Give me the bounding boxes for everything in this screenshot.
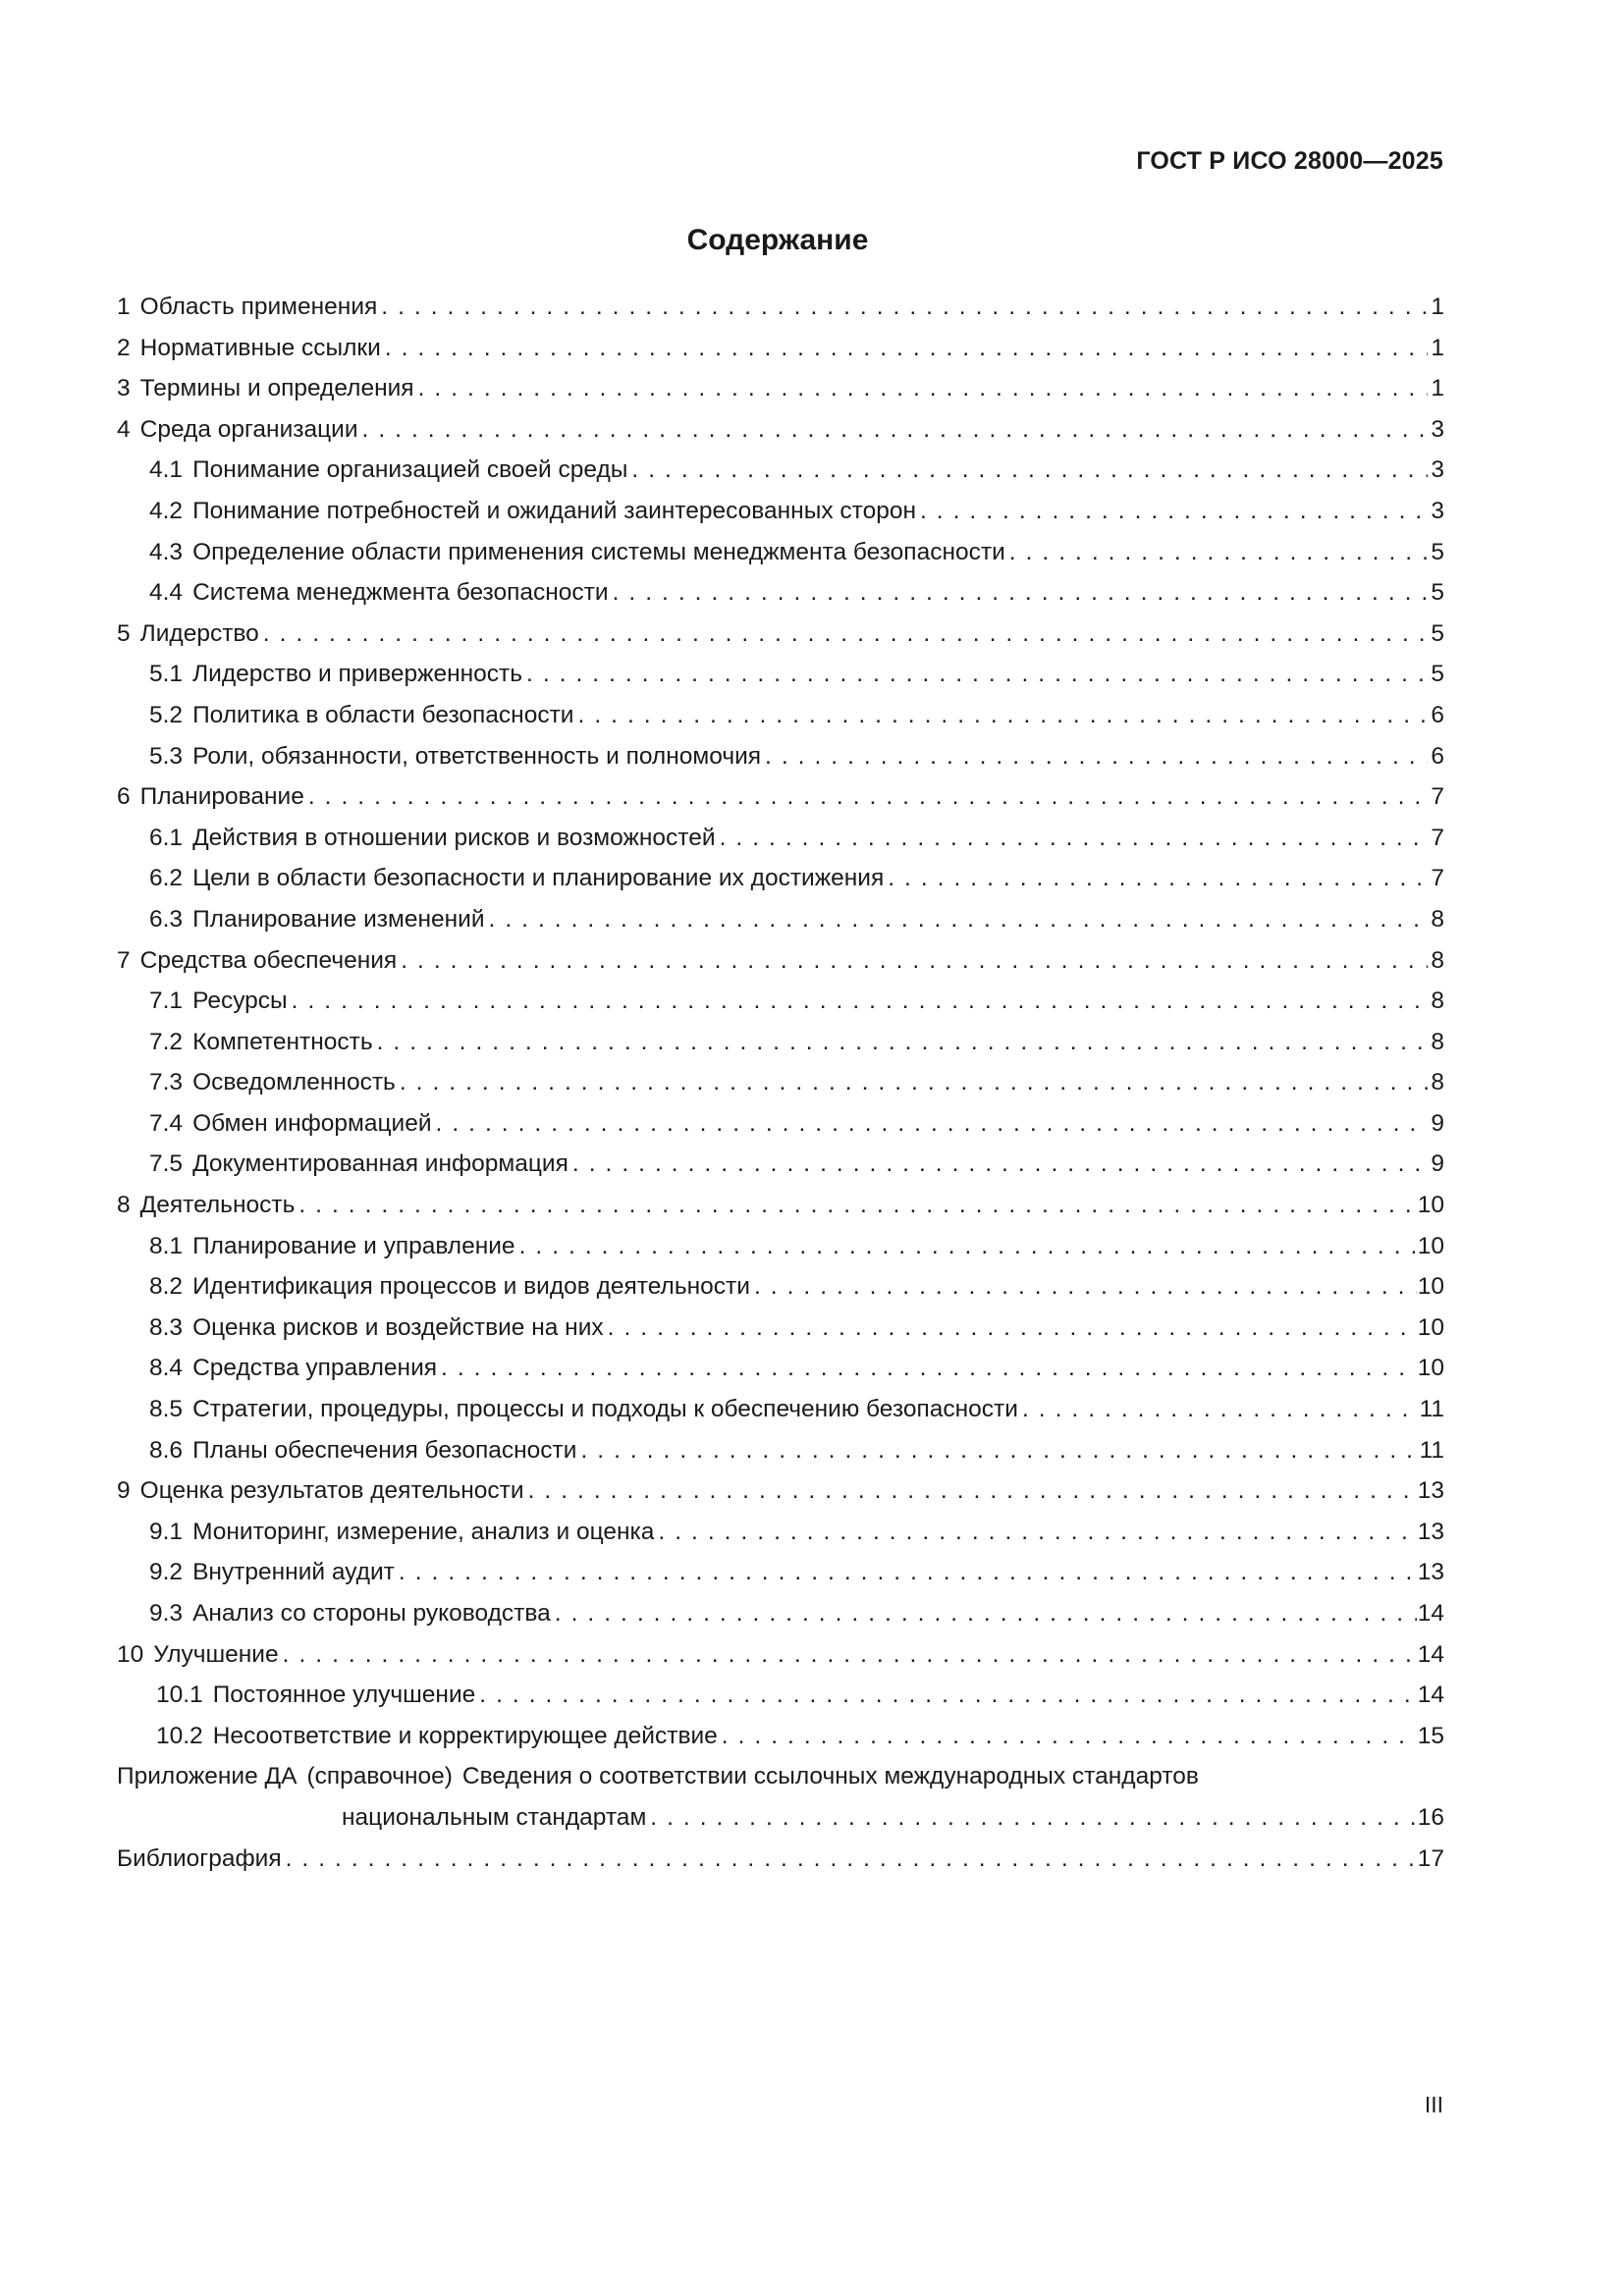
toc-section-number: 7.2 bbox=[149, 1028, 184, 1055]
dot-leader bbox=[401, 940, 1428, 982]
toc-entry-text: Стратегии, процедуры, процессы и подходы к обеспечению безопасности bbox=[192, 1396, 1018, 1423]
toc-section-number: 7.3 bbox=[149, 1069, 184, 1096]
toc-page-number: 13 bbox=[1417, 1559, 1444, 1586]
toc-entry-text: Политика в области безопасности bbox=[192, 701, 574, 728]
dot-leader bbox=[888, 858, 1428, 899]
dot-leader bbox=[519, 1226, 1417, 1267]
toc-section-number: 6.3 bbox=[149, 905, 184, 933]
toc-entry-1[interactable] bbox=[117, 287, 1444, 328]
toc-entry-6-1[interactable] bbox=[117, 818, 1444, 859]
toc-page-number: 7 bbox=[1431, 865, 1444, 892]
toc-entry-10-2[interactable] bbox=[117, 1716, 1444, 1757]
appendix-title-line2: национальным стандартам bbox=[342, 1803, 647, 1831]
toc-entry-4-2[interactable] bbox=[117, 491, 1444, 532]
dot-leader bbox=[308, 776, 1428, 818]
dot-leader bbox=[1009, 532, 1428, 573]
dot-leader bbox=[418, 368, 1428, 409]
toc-page-number: 5 bbox=[1431, 538, 1444, 565]
toc-page-number: 9 bbox=[1431, 1109, 1444, 1137]
toc-entry-7-4[interactable] bbox=[117, 1103, 1444, 1145]
toc-page-number: 5 bbox=[1431, 619, 1444, 647]
toc-page-number: 15 bbox=[1417, 1722, 1444, 1749]
toc-entry-9-2[interactable] bbox=[117, 1552, 1444, 1593]
toc-entry-text: Документированная информация bbox=[192, 1150, 568, 1178]
table-of-contents bbox=[117, 287, 1444, 1879]
toc-entry-8-1[interactable] bbox=[117, 1226, 1444, 1267]
toc-entry-text: Библиография bbox=[117, 1844, 282, 1872]
toc-page-number: 1 bbox=[1431, 375, 1444, 402]
toc-section-number: 8.3 bbox=[149, 1313, 184, 1341]
toc-entry-text: Область применения bbox=[139, 294, 378, 320]
dot-leader bbox=[263, 614, 1428, 655]
dot-leader bbox=[400, 1062, 1428, 1103]
dot-leader bbox=[722, 1716, 1417, 1757]
dot-leader bbox=[298, 1185, 1416, 1226]
toc-section-number: 4.3 bbox=[149, 538, 184, 565]
toc-entry-text: Понимание потребностей и ожиданий заинтересованных сторон bbox=[192, 497, 916, 524]
toc-entry-7-5[interactable] bbox=[117, 1144, 1444, 1185]
toc-page-number: 8 bbox=[1431, 988, 1444, 1015]
toc-page-number: 6 bbox=[1431, 742, 1444, 770]
toc-page-number: 8 bbox=[1431, 1028, 1444, 1055]
toc-page-number: 8 bbox=[1431, 946, 1444, 974]
toc-page-number: 5 bbox=[1431, 661, 1444, 688]
toc-entry-text: Улучшение bbox=[153, 1640, 279, 1668]
toc-entry-text: Роли, обязанности, ответственность и полномочия bbox=[192, 742, 762, 770]
toc-entry-3[interactable] bbox=[117, 368, 1444, 409]
toc-section-number: 9 bbox=[117, 1477, 131, 1505]
toc-section-number: 6 bbox=[117, 783, 131, 811]
toc-entry-8-3[interactable] bbox=[117, 1308, 1444, 1349]
toc-section-number: 9.2 bbox=[149, 1559, 184, 1586]
toc-entry-10[interactable] bbox=[117, 1634, 1444, 1676]
toc-page-number: 14 bbox=[1417, 1640, 1444, 1668]
toc-entry-8-6[interactable] bbox=[117, 1430, 1444, 1471]
dot-leader bbox=[631, 450, 1428, 491]
toc-entry-text: Компетентность bbox=[192, 1028, 373, 1055]
toc-section-number: 10.2 bbox=[156, 1722, 203, 1749]
toc-entry-text: Действия в отношении рисков и возможностей bbox=[192, 824, 716, 851]
toc-entry-text: Оценка рисков и воздействие на них bbox=[192, 1313, 604, 1341]
toc-entry-text: Анализ со стороны руководства bbox=[192, 1600, 551, 1627]
toc-entry-4-4[interactable] bbox=[117, 572, 1444, 614]
toc-entry-text: Планирование изменений bbox=[192, 905, 485, 933]
toc-entry-text: Лидерство и приверженность bbox=[192, 661, 523, 688]
toc-page-number: 1 bbox=[1431, 334, 1444, 361]
toc-entry-text: Идентификация процессов и видов деятельности bbox=[192, 1273, 750, 1301]
toc-section-number: 10.1 bbox=[156, 1682, 203, 1709]
toc-entry-text: Цели в области безопасности и планирование их достижения bbox=[192, 865, 885, 892]
toc-entry-5-3[interactable] bbox=[117, 736, 1444, 777]
toc-page-number: 14 bbox=[1417, 1682, 1444, 1709]
toc-section-number: 8.4 bbox=[149, 1355, 184, 1382]
toc-entry-text: Мониторинг, измерение, анализ и оценка bbox=[192, 1518, 655, 1545]
toc-page-number: 1 bbox=[1431, 294, 1444, 320]
toc-title: Содержание bbox=[686, 224, 869, 256]
toc-page-number: 9 bbox=[1431, 1150, 1444, 1178]
toc-entry-text: Планирование и управление bbox=[192, 1232, 515, 1259]
toc-section-number: 9.1 bbox=[149, 1518, 184, 1545]
toc-page-number: 13 bbox=[1417, 1518, 1444, 1545]
toc-section-number: 5 bbox=[117, 619, 131, 647]
toc-section-number: 6.2 bbox=[149, 865, 184, 892]
toc-entry-8-5[interactable] bbox=[117, 1389, 1444, 1430]
toc-page-number: 6 bbox=[1431, 701, 1444, 728]
toc-page-number: 10 bbox=[1417, 1232, 1444, 1259]
toc-section-number: 7 bbox=[117, 946, 131, 974]
toc-section-number: 5.2 bbox=[149, 701, 184, 728]
toc-page-number: 10 bbox=[1417, 1355, 1444, 1382]
toc-entry-text: Несоответствие и корректирующее действие bbox=[212, 1722, 718, 1749]
toc-entry-5-2[interactable] bbox=[117, 695, 1444, 736]
toc-page-number: 8 bbox=[1431, 905, 1444, 933]
toc-entry-8-2[interactable] bbox=[117, 1266, 1444, 1308]
toc-section-number: 4.4 bbox=[149, 579, 184, 607]
dot-leader bbox=[613, 572, 1428, 614]
dot-leader bbox=[399, 1552, 1417, 1593]
toc-section-number: 4.2 bbox=[149, 497, 184, 524]
toc-entry-text: Система менеджмента безопасности bbox=[192, 579, 609, 607]
toc-section-number: 8.1 bbox=[149, 1232, 184, 1259]
toc-entry-text: Оценка результатов деятельности bbox=[139, 1477, 524, 1505]
toc-entry-5-1[interactable] bbox=[117, 654, 1444, 695]
toc-entry-text: Термины и определения bbox=[139, 375, 414, 402]
toc-entry-6-2[interactable] bbox=[117, 858, 1444, 899]
dot-leader bbox=[283, 1634, 1417, 1676]
toc-entry-9-1[interactable] bbox=[117, 1512, 1444, 1553]
toc-section-number: 7.4 bbox=[149, 1109, 184, 1137]
toc-section-number: 8.5 bbox=[149, 1396, 184, 1423]
dot-leader bbox=[362, 409, 1428, 451]
dot-leader bbox=[555, 1593, 1417, 1634]
toc-page-number: 13 bbox=[1417, 1477, 1444, 1505]
toc-entry-4-3[interactable] bbox=[117, 532, 1444, 573]
dot-leader bbox=[526, 654, 1428, 695]
toc-entry-text: Средства обеспечения bbox=[139, 946, 398, 974]
toc-page-number: 17 bbox=[1417, 1844, 1444, 1872]
toc-page-number: 8 bbox=[1431, 1069, 1444, 1096]
toc-entry-4-1[interactable] bbox=[117, 450, 1444, 491]
toc-section-number: 7.1 bbox=[149, 988, 184, 1015]
toc-section-number: 4 bbox=[117, 415, 131, 443]
dot-leader bbox=[765, 736, 1428, 777]
toc-entry-6[interactable] bbox=[117, 776, 1444, 818]
toc-entry-4[interactable] bbox=[117, 409, 1444, 451]
toc-entry-2[interactable] bbox=[117, 328, 1444, 369]
dot-leader bbox=[754, 1266, 1417, 1308]
dot-leader bbox=[441, 1348, 1417, 1389]
dot-leader bbox=[720, 818, 1428, 859]
toc-entry-7-1[interactable] bbox=[117, 981, 1444, 1022]
dot-leader bbox=[1022, 1389, 1419, 1430]
toc-section-number: 9.3 bbox=[149, 1600, 184, 1627]
toc-section-number: 5.3 bbox=[149, 742, 184, 770]
toc-page-number: 3 bbox=[1431, 497, 1444, 524]
toc-page-number: 14 bbox=[1417, 1600, 1444, 1627]
toc-section-number: 10 bbox=[117, 1640, 144, 1668]
toc-entry-text: Лидерство bbox=[139, 619, 259, 647]
toc-section-number: 8 bbox=[117, 1192, 131, 1219]
dot-leader bbox=[292, 981, 1428, 1022]
toc-entry-text: Ресурсы bbox=[192, 988, 288, 1015]
page-number: III bbox=[1424, 2092, 1443, 2117]
dot-leader bbox=[920, 491, 1428, 532]
toc-page-number: 10 bbox=[1417, 1273, 1444, 1301]
toc-page-number: 3 bbox=[1431, 415, 1444, 443]
toc-entry-text: Деятельность bbox=[139, 1192, 296, 1219]
toc-entry-text: Средства управления bbox=[192, 1355, 438, 1382]
toc-entry-7-3[interactable] bbox=[117, 1062, 1444, 1103]
toc-section-number: 2 bbox=[117, 334, 131, 361]
toc-entry-text: Постоянное улучшение bbox=[212, 1682, 476, 1709]
toc-entry-8[interactable] bbox=[117, 1185, 1444, 1226]
toc-page-number: 11 bbox=[1419, 1396, 1444, 1423]
toc-page-number: 7 bbox=[1431, 824, 1444, 851]
dot-leader bbox=[528, 1470, 1417, 1512]
toc-entry-text: Планирование bbox=[139, 783, 304, 811]
dot-leader bbox=[436, 1103, 1428, 1145]
toc-section-number: 4.1 bbox=[149, 456, 184, 484]
toc-page-number: 11 bbox=[1419, 1436, 1444, 1464]
toc-entry-9-3[interactable] bbox=[117, 1593, 1444, 1634]
appendix-title-line1: Сведения о соответствии ссылочных международных стандартов bbox=[461, 1763, 1199, 1790]
toc-section-number: 7.5 bbox=[149, 1150, 184, 1178]
dot-leader bbox=[286, 1839, 1417, 1880]
toc-entry-text: Нормативные ссылки bbox=[139, 334, 381, 361]
dot-leader bbox=[572, 1144, 1428, 1185]
dot-leader bbox=[578, 695, 1429, 736]
toc-section-number: 1 bbox=[117, 294, 131, 320]
toc-page-number: 3 bbox=[1431, 456, 1444, 484]
appendix-label: Приложение ДА bbox=[117, 1763, 298, 1790]
dot-leader bbox=[608, 1308, 1417, 1349]
dot-leader bbox=[650, 1797, 1416, 1839]
toc-entry-9[interactable] bbox=[117, 1470, 1444, 1512]
toc-section-number: 5.1 bbox=[149, 661, 184, 688]
dot-leader bbox=[479, 1675, 1416, 1716]
toc-entry-text: Внутренний аудит bbox=[192, 1559, 395, 1586]
dot-leader bbox=[658, 1512, 1416, 1553]
toc-page-number: 16 bbox=[1417, 1803, 1444, 1831]
toc-page-number: 5 bbox=[1431, 579, 1444, 607]
toc-entry-bibliography[interactable] bbox=[117, 1839, 1444, 1880]
toc-entry-7-2[interactable] bbox=[117, 1022, 1444, 1063]
toc-entry-8-4[interactable] bbox=[117, 1348, 1444, 1389]
toc-page-number: 10 bbox=[1417, 1313, 1444, 1341]
toc-entry-text: Обмен информацией bbox=[192, 1109, 432, 1137]
toc-entry-text: Среда организации bbox=[139, 415, 358, 443]
toc-entry-7[interactable] bbox=[117, 940, 1444, 982]
toc-entry-6-3[interactable] bbox=[117, 899, 1444, 940]
dot-leader bbox=[580, 1430, 1418, 1471]
toc-entry-10-1[interactable] bbox=[117, 1675, 1444, 1716]
toc-section-number: 6.1 bbox=[149, 824, 184, 851]
toc-entry-text: Определение области применения системы менеджмента безопасности bbox=[192, 538, 1005, 565]
toc-page-number: 7 bbox=[1431, 783, 1444, 811]
dot-leader bbox=[377, 1022, 1428, 1063]
toc-section-number: 3 bbox=[117, 375, 131, 402]
appendix-type: (справочное) bbox=[306, 1763, 453, 1790]
dot-leader bbox=[385, 328, 1428, 369]
dot-leader bbox=[381, 287, 1428, 328]
dot-leader bbox=[489, 899, 1428, 940]
toc-entry-text: Понимание организацией своей среды bbox=[192, 456, 628, 484]
toc-entry-text: Осведомленность bbox=[192, 1069, 396, 1096]
toc-entry-5[interactable] bbox=[117, 614, 1444, 655]
toc-section-number: 8.6 bbox=[149, 1436, 184, 1464]
toc-entry-appendix-da[interactable] bbox=[117, 1756, 1444, 1838]
standard-designation: ГОСТ Р ИСО 28000—2025 bbox=[1136, 147, 1443, 175]
toc-entry-text: Планы обеспечения безопасности bbox=[192, 1436, 577, 1464]
toc-page-number: 10 bbox=[1417, 1192, 1444, 1219]
toc-section-number: 8.2 bbox=[149, 1273, 184, 1301]
